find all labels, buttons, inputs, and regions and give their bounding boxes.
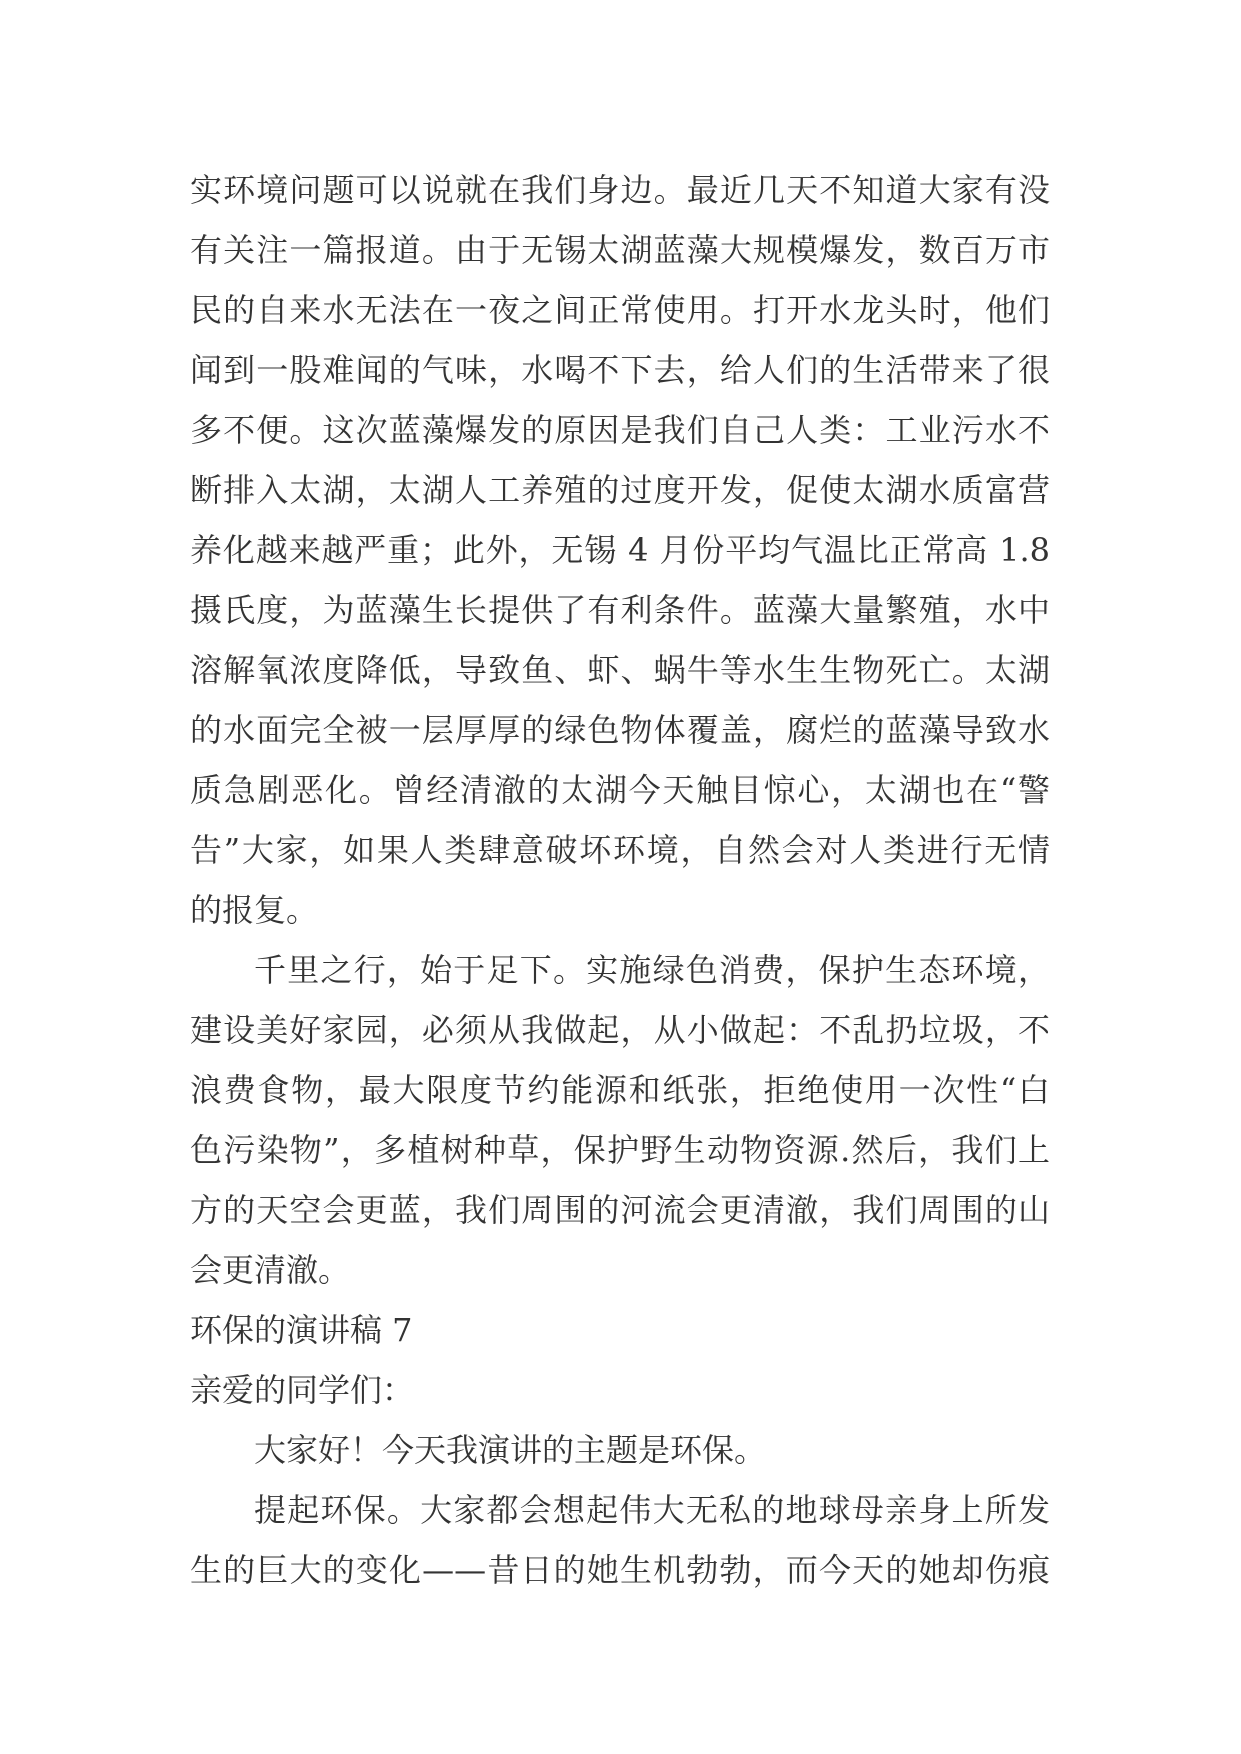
paragraph-line: 溶解氧浓度降低，导致鱼、虾、蜗牛等水生生物死亡。太湖 xyxy=(190,651,1050,689)
paragraph-line: 会更清澈。 xyxy=(190,1251,351,1289)
paragraph-line: 提起环保。大家都会想起伟大无私的地球母亲身上所发 xyxy=(254,1491,1050,1529)
paragraph-line: 的报复。 xyxy=(190,891,319,929)
paragraph-2 xyxy=(190,940,1050,1300)
paragraph-line: 质急剧恶化。曾经清澈的太湖今天触目惊心，太湖也在“警 xyxy=(190,771,1050,809)
document-body xyxy=(190,160,1050,1600)
paragraph-1 xyxy=(190,160,1050,940)
paragraph-line: 养化越来越严重；此外，无锡 4 月份平均气温比正常高 1.8 xyxy=(190,531,1050,569)
paragraph-line: 浪费食物，最大限度节约能源和纸张，拒绝使用一次性“白 xyxy=(190,1071,1050,1109)
paragraph-line: 的水面完全被一层厚厚的绿色物体覆盖，腐烂的蓝藻导致水 xyxy=(190,711,1050,749)
section-title: 环保的演讲稿 7 xyxy=(190,1311,413,1349)
paragraph-line: 色污染物”，多植树种草，保护野生动物资源.然后，我们上 xyxy=(190,1131,1050,1169)
paragraph-line: 闻到一股难闻的气味，水喝不下去，给人们的生活带来了很 xyxy=(190,351,1050,389)
salutation: 亲爱的同学们： xyxy=(190,1371,415,1409)
paragraph-line: 生的巨大的变化——昔日的她生机勃勃，而今天的她却伤痕 xyxy=(190,1551,1050,1589)
paragraph-line: 多不便。这次蓝藻爆发的原因是我们自己人类：工业污水不 xyxy=(190,411,1050,449)
paragraph-3 xyxy=(190,1480,1050,1600)
paragraph-line: 民的自来水无法在一夜之间正常使用。打开水龙头时，他们 xyxy=(190,291,1050,329)
paragraph-line: 方的天空会更蓝，我们周围的河流会更清澈，我们周围的山 xyxy=(190,1191,1050,1229)
paragraph-line: 摄氏度，为蓝藻生长提供了有利条件。蓝藻大量繁殖，水中 xyxy=(190,591,1050,629)
paragraph-line: 告”大家，如果人类肆意破坏环境，自然会对人类进行无情 xyxy=(190,831,1050,869)
paragraph-line: 实环境问题可以说就在我们身边。最近几天不知道大家有没 xyxy=(190,171,1050,209)
greeting: 大家好！今天我演讲的主题是环保。 xyxy=(254,1431,767,1469)
paragraph-line: 建设美好家园，必须从我做起，从小做起：不乱扔垃圾，不 xyxy=(190,1011,1050,1049)
paragraph-line: 断排入太湖，太湖人工养殖的过度开发，促使太湖水质富营 xyxy=(190,471,1050,509)
paragraph-line: 有关注一篇报道。由于无锡太湖蓝藻大规模爆发，数百万市 xyxy=(190,231,1050,269)
paragraph-line: 千里之行，始于足下。实施绿色消费，保护生态环境， xyxy=(254,951,1050,989)
